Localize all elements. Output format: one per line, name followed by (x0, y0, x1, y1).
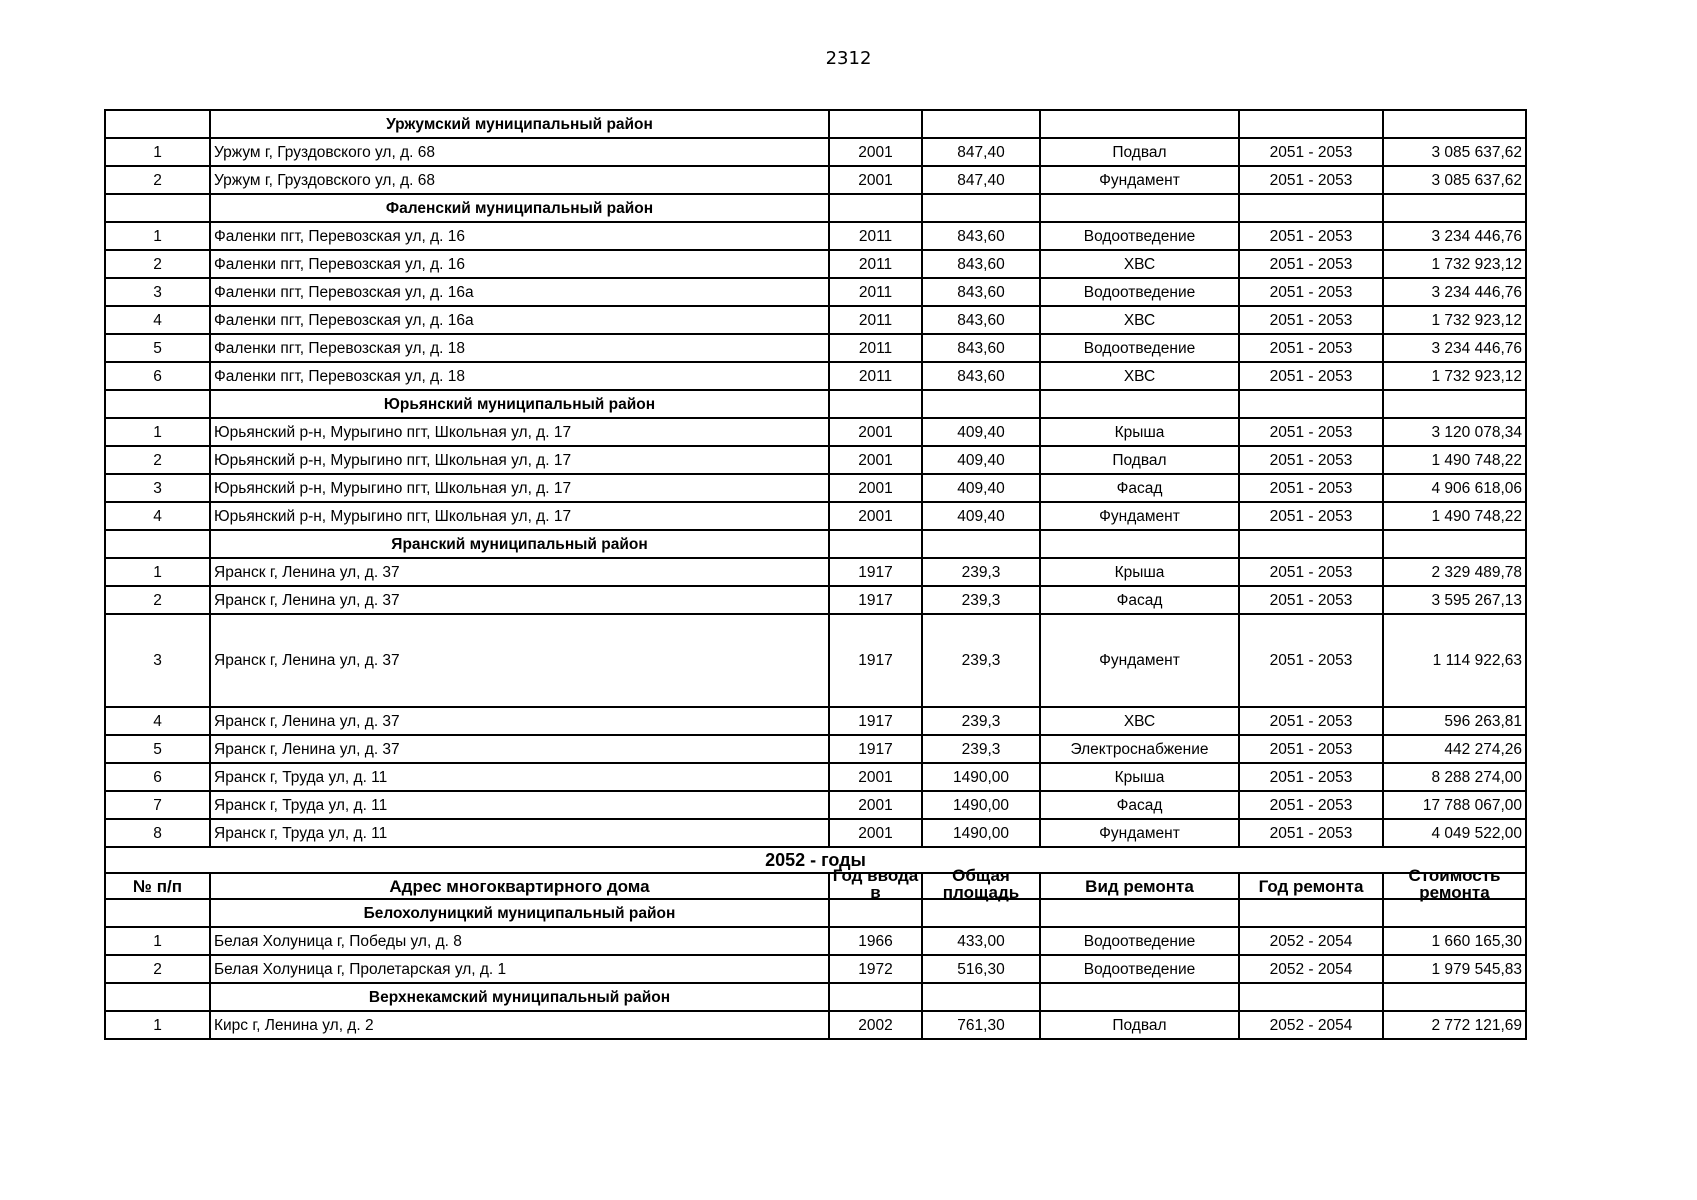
row-cost: 8 288 274,00 (1383, 763, 1526, 791)
row-cost: 3 234 446,76 (1383, 334, 1526, 362)
district-empty-cell (922, 530, 1040, 558)
row-repair-type: Водоотведение (1040, 222, 1239, 250)
row-number: 2 (105, 446, 210, 474)
row-cost: 3 234 446,76 (1383, 278, 1526, 306)
district-empty-cell (1239, 530, 1383, 558)
row-cost: 2 329 489,78 (1383, 558, 1526, 586)
row-repair-type: Фундамент (1040, 614, 1239, 707)
row-area: 843,60 (922, 250, 1040, 278)
district-empty-number (105, 390, 210, 418)
row-repair-years: 2051 - 2053 (1239, 306, 1383, 334)
row-repair-years: 2052 - 2054 (1239, 927, 1383, 955)
row-year-built: 2002 (829, 1011, 922, 1039)
row-cost: 1 490 748,22 (1383, 502, 1526, 530)
row-number: 1 (105, 558, 210, 586)
table-row (105, 927, 1526, 955)
row-area: 409,40 (922, 474, 1040, 502)
table-row (105, 763, 1526, 791)
header-year-built (829, 866, 922, 902)
district-empty-cell (829, 899, 922, 927)
row-repair-years: 2051 - 2053 (1239, 222, 1383, 250)
district-empty-cell (829, 530, 922, 558)
row-repair-years: 2052 - 2054 (1239, 955, 1383, 983)
district-row (105, 194, 1526, 222)
row-area: 409,40 (922, 446, 1040, 474)
row-address: Фаленки пгт, Перевозская ул, д. 16 (210, 250, 829, 278)
table-row (105, 418, 1526, 446)
row-address: Яранск г, Ленина ул, д. 37 (210, 586, 829, 614)
row-repair-type: Крыша (1040, 763, 1239, 791)
row-address: Фаленки пгт, Перевозская ул, д. 18 (210, 362, 829, 390)
row-year-built: 2001 (829, 446, 922, 474)
row-year-built: 2001 (829, 502, 922, 530)
row-repair-type: Фасад (1040, 791, 1239, 819)
row-repair-type: Водоотведение (1040, 278, 1239, 306)
district-empty-cell (1383, 194, 1526, 222)
row-year-built: 2011 (829, 222, 922, 250)
row-repair-type: Фундамент (1040, 166, 1239, 194)
row-year-built: 1917 (829, 707, 922, 735)
table-row (105, 819, 1526, 847)
row-year-built: 2001 (829, 763, 922, 791)
row-number: 4 (105, 502, 210, 530)
row-year-built: 2001 (829, 138, 922, 166)
row-repair-type: Фасад (1040, 474, 1239, 502)
district-row (105, 390, 1526, 418)
district-empty-cell (1383, 983, 1526, 1011)
district-empty-number (105, 983, 210, 1011)
district-empty-cell (922, 194, 1040, 222)
row-address: Яранск г, Ленина ул, д. 37 (210, 614, 829, 707)
district-empty-cell (922, 899, 1040, 927)
row-area: 409,40 (922, 418, 1040, 446)
row-repair-type: Крыша (1040, 418, 1239, 446)
row-year-built: 1917 (829, 614, 922, 707)
row-number: 1 (105, 927, 210, 955)
row-repair-type: Фундамент (1040, 819, 1239, 847)
district-empty-cell (1040, 530, 1239, 558)
district-empty-cell (1040, 899, 1239, 927)
row-cost: 1 660 165,30 (1383, 927, 1526, 955)
district-empty-cell (1040, 194, 1239, 222)
row-cost: 4 049 522,00 (1383, 819, 1526, 847)
row-repair-years: 2052 - 2054 (1239, 1011, 1383, 1039)
row-area: 409,40 (922, 502, 1040, 530)
row-number: 3 (105, 278, 210, 306)
header-cost (1383, 866, 1526, 902)
district-empty-cell (922, 390, 1040, 418)
row-repair-years: 2051 - 2053 (1239, 707, 1383, 735)
table-row (105, 138, 1526, 166)
district-empty-number (105, 899, 210, 927)
row-area: 1490,00 (922, 791, 1040, 819)
district-empty-cell (1239, 110, 1383, 138)
district-empty-cell (829, 983, 922, 1011)
section-2051-body (105, 110, 1526, 847)
row-year-built: 2011 (829, 334, 922, 362)
row-number: 5 (105, 334, 210, 362)
row-year-built: 2001 (829, 819, 922, 847)
row-repair-type: Водоотведение (1040, 927, 1239, 955)
district-name: Яранский муниципальный район (210, 530, 829, 558)
row-number: 5 (105, 735, 210, 763)
section-2052-body (105, 899, 1526, 1039)
row-address: Фаленки пгт, Перевозская ул, д. 18 (210, 334, 829, 362)
row-year-built: 2001 (829, 791, 922, 819)
row-repair-type: Водоотведение (1040, 334, 1239, 362)
row-repair-years: 2051 - 2053 (1239, 735, 1383, 763)
row-area: 239,3 (922, 707, 1040, 735)
row-area: 843,60 (922, 306, 1040, 334)
table-row (105, 222, 1526, 250)
district-empty-cell (1239, 390, 1383, 418)
district-row (105, 983, 1526, 1011)
district-empty-cell (1383, 390, 1526, 418)
district-empty-cell (1040, 110, 1239, 138)
row-number: 2 (105, 250, 210, 278)
table-row (105, 362, 1526, 390)
table-row (105, 502, 1526, 530)
district-empty-number (105, 530, 210, 558)
district-empty-cell (1239, 194, 1383, 222)
row-repair-years: 2051 - 2053 (1239, 334, 1383, 362)
row-year-built: 2011 (829, 362, 922, 390)
row-repair-type: Подвал (1040, 1011, 1239, 1039)
row-repair-years: 2051 - 2053 (1239, 502, 1383, 530)
row-repair-type: Фундамент (1040, 502, 1239, 530)
row-cost: 3 085 637,62 (1383, 138, 1526, 166)
row-cost: 442 274,26 (1383, 735, 1526, 763)
row-repair-type: ХВС (1040, 250, 1239, 278)
section-2052-heading (105, 847, 1526, 902)
row-cost: 1 732 923,12 (1383, 250, 1526, 278)
row-repair-years: 2051 - 2053 (1239, 278, 1383, 306)
district-row (105, 530, 1526, 558)
row-cost: 2 772 121,69 (1383, 1011, 1526, 1039)
row-repair-years: 2051 - 2053 (1239, 418, 1383, 446)
district-empty-cell (922, 983, 1040, 1011)
district-row (105, 899, 1526, 927)
row-cost: 1 979 545,83 (1383, 955, 1526, 983)
district-empty-cell (829, 390, 922, 418)
row-repair-years: 2051 - 2053 (1239, 763, 1383, 791)
table-row (105, 278, 1526, 306)
row-repair-years: 2051 - 2053 (1239, 250, 1383, 278)
row-area: 516,30 (922, 955, 1040, 983)
row-address: Фаленки пгт, Перевозская ул, д. 16а (210, 306, 829, 334)
row-year-built: 1917 (829, 735, 922, 763)
row-number: 2 (105, 586, 210, 614)
row-area: 843,60 (922, 278, 1040, 306)
row-address: Яранск г, Ленина ул, д. 37 (210, 707, 829, 735)
row-number: 8 (105, 819, 210, 847)
table-row (105, 306, 1526, 334)
district-empty-cell (1239, 899, 1383, 927)
repair-schedule-table (104, 109, 1527, 1040)
row-area: 239,3 (922, 614, 1040, 707)
header-address: Адрес многоквартирного дома (210, 873, 829, 899)
table-row (105, 735, 1526, 763)
page-number: 2312 (825, 48, 872, 69)
row-repair-type: Фасад (1040, 586, 1239, 614)
table-row (105, 334, 1526, 362)
row-repair-years: 2051 - 2053 (1239, 446, 1383, 474)
row-address: Юрьянский р-н, Мурыгино пгт, Школьная ул, д. 17 (210, 446, 829, 474)
row-area: 761,30 (922, 1011, 1040, 1039)
row-number: 6 (105, 362, 210, 390)
row-address: Яранск г, Труда ул, д. 11 (210, 819, 829, 847)
header-area (922, 866, 1040, 902)
district-row (105, 110, 1526, 138)
row-cost: 4 906 618,06 (1383, 474, 1526, 502)
row-year-built: 2001 (829, 166, 922, 194)
table-row (105, 1011, 1526, 1039)
district-empty-cell (1383, 899, 1526, 927)
row-area: 1490,00 (922, 763, 1040, 791)
row-number: 4 (105, 707, 210, 735)
row-number: 1 (105, 1011, 210, 1039)
row-year-built: 1917 (829, 558, 922, 586)
column-header-row (105, 873, 1526, 899)
row-repair-type: Крыша (1040, 558, 1239, 586)
row-repair-years: 2051 - 2053 (1239, 138, 1383, 166)
row-cost: 1 114 922,63 (1383, 614, 1526, 707)
district-empty-cell (829, 194, 922, 222)
row-repair-type: Водоотведение (1040, 955, 1239, 983)
row-address: Юрьянский р-н, Мурыгино пгт, Школьная ул, д. 17 (210, 502, 829, 530)
row-year-built: 1972 (829, 955, 922, 983)
row-area: 847,40 (922, 166, 1040, 194)
district-name: Фаленский муниципальный район (210, 194, 829, 222)
row-area: 847,40 (922, 138, 1040, 166)
row-repair-type: ХВС (1040, 362, 1239, 390)
district-empty-cell (1239, 983, 1383, 1011)
district-name: Белохолуницкий муниципальный район (210, 899, 829, 927)
header-number: № п/п (105, 873, 210, 899)
row-number: 6 (105, 763, 210, 791)
row-number: 1 (105, 418, 210, 446)
row-repair-years: 2051 - 2053 (1239, 791, 1383, 819)
row-year-built: 2011 (829, 306, 922, 334)
district-empty-cell (1383, 110, 1526, 138)
row-cost: 1 732 923,12 (1383, 306, 1526, 334)
row-address: Юрьянский р-н, Мурыгино пгт, Школьная ул, д. 17 (210, 418, 829, 446)
district-name: Уржумский муниципальный район (210, 110, 829, 138)
row-cost: 3 595 267,13 (1383, 586, 1526, 614)
table-row (105, 166, 1526, 194)
district-empty-cell (922, 110, 1040, 138)
row-number: 1 (105, 138, 210, 166)
row-cost: 3 120 078,34 (1383, 418, 1526, 446)
row-area: 239,3 (922, 586, 1040, 614)
district-empty-number (105, 110, 210, 138)
row-cost: 1 490 748,22 (1383, 446, 1526, 474)
row-number: 3 (105, 474, 210, 502)
row-address: Яранск г, Ленина ул, д. 37 (210, 735, 829, 763)
row-repair-years: 2051 - 2053 (1239, 614, 1383, 707)
row-area: 239,3 (922, 558, 1040, 586)
row-repair-years: 2051 - 2053 (1239, 474, 1383, 502)
table-row (105, 558, 1526, 586)
row-cost: 17 788 067,00 (1383, 791, 1526, 819)
row-cost: 3 234 446,76 (1383, 222, 1526, 250)
table-row (105, 614, 1526, 707)
row-number: 2 (105, 166, 210, 194)
row-repair-years: 2051 - 2053 (1239, 166, 1383, 194)
row-area: 843,60 (922, 362, 1040, 390)
row-area: 239,3 (922, 735, 1040, 763)
header-repair-type: Вид ремонта (1040, 873, 1239, 899)
table-row (105, 250, 1526, 278)
row-area: 843,60 (922, 222, 1040, 250)
row-area: 843,60 (922, 334, 1040, 362)
row-repair-type: Подвал (1040, 446, 1239, 474)
row-year-built: 1917 (829, 586, 922, 614)
row-cost: 3 085 637,62 (1383, 166, 1526, 194)
table-row (105, 707, 1526, 735)
row-number: 1 (105, 222, 210, 250)
district-empty-number (105, 194, 210, 222)
row-address: Яранск г, Ленина ул, д. 37 (210, 558, 829, 586)
row-year-built: 2011 (829, 278, 922, 306)
table-row (105, 791, 1526, 819)
row-year-built: 2011 (829, 250, 922, 278)
district-empty-cell (829, 110, 922, 138)
district-name: Юрьянский муниципальный район (210, 390, 829, 418)
row-number: 3 (105, 614, 210, 707)
district-empty-cell (1040, 983, 1239, 1011)
row-address: Белая Холуница г, Пролетарская ул, д. 1 (210, 955, 829, 983)
row-number: 4 (105, 306, 210, 334)
row-address: Фаленки пгт, Перевозская ул, д. 16 (210, 222, 829, 250)
row-repair-type: Электроснабжение (1040, 735, 1239, 763)
row-repair-years: 2051 - 2053 (1239, 819, 1383, 847)
year-heading: 2052 - годы (105, 847, 1526, 873)
row-repair-years: 2051 - 2053 (1239, 362, 1383, 390)
row-cost: 1 732 923,12 (1383, 362, 1526, 390)
row-repair-type: Подвал (1040, 138, 1239, 166)
table-row (105, 586, 1526, 614)
row-area: 1490,00 (922, 819, 1040, 847)
table-row (105, 474, 1526, 502)
row-number: 2 (105, 955, 210, 983)
header-year-built-text: Год ввода в (832, 866, 919, 902)
row-address: Кирс г, Ленина ул, д. 2 (210, 1011, 829, 1039)
row-repair-type: ХВС (1040, 707, 1239, 735)
row-address: Юрьянский р-н, Мурыгино пгт, Школьная ул, д. 17 (210, 474, 829, 502)
header-cost-text: Стоимость ремонта (1408, 866, 1501, 902)
year-heading-row (105, 847, 1526, 873)
district-name: Верхнекамский муниципальный район (210, 983, 829, 1011)
row-address: Фаленки пгт, Перевозская ул, д. 16а (210, 278, 829, 306)
row-address: Белая Холуница г, Победы ул, д. 8 (210, 927, 829, 955)
row-repair-years: 2051 - 2053 (1239, 586, 1383, 614)
district-empty-cell (1383, 530, 1526, 558)
row-address: Уржум г, Груздовского ул, д. 68 (210, 138, 829, 166)
table-row (105, 446, 1526, 474)
row-year-built: 1966 (829, 927, 922, 955)
row-repair-years: 2051 - 2053 (1239, 558, 1383, 586)
row-address: Яранск г, Труда ул, д. 11 (210, 763, 829, 791)
row-cost: 596 263,81 (1383, 707, 1526, 735)
table-row (105, 955, 1526, 983)
row-address: Уржум г, Груздовского ул, д. 68 (210, 166, 829, 194)
header-repair-years: Год ремонта (1239, 873, 1383, 899)
header-area-text: Общая площадь (942, 866, 1020, 902)
row-address: Яранск г, Труда ул, д. 11 (210, 791, 829, 819)
row-number: 7 (105, 791, 210, 819)
row-area: 433,00 (922, 927, 1040, 955)
row-year-built: 2001 (829, 474, 922, 502)
district-empty-cell (1040, 390, 1239, 418)
row-year-built: 2001 (829, 418, 922, 446)
row-repair-type: ХВС (1040, 306, 1239, 334)
